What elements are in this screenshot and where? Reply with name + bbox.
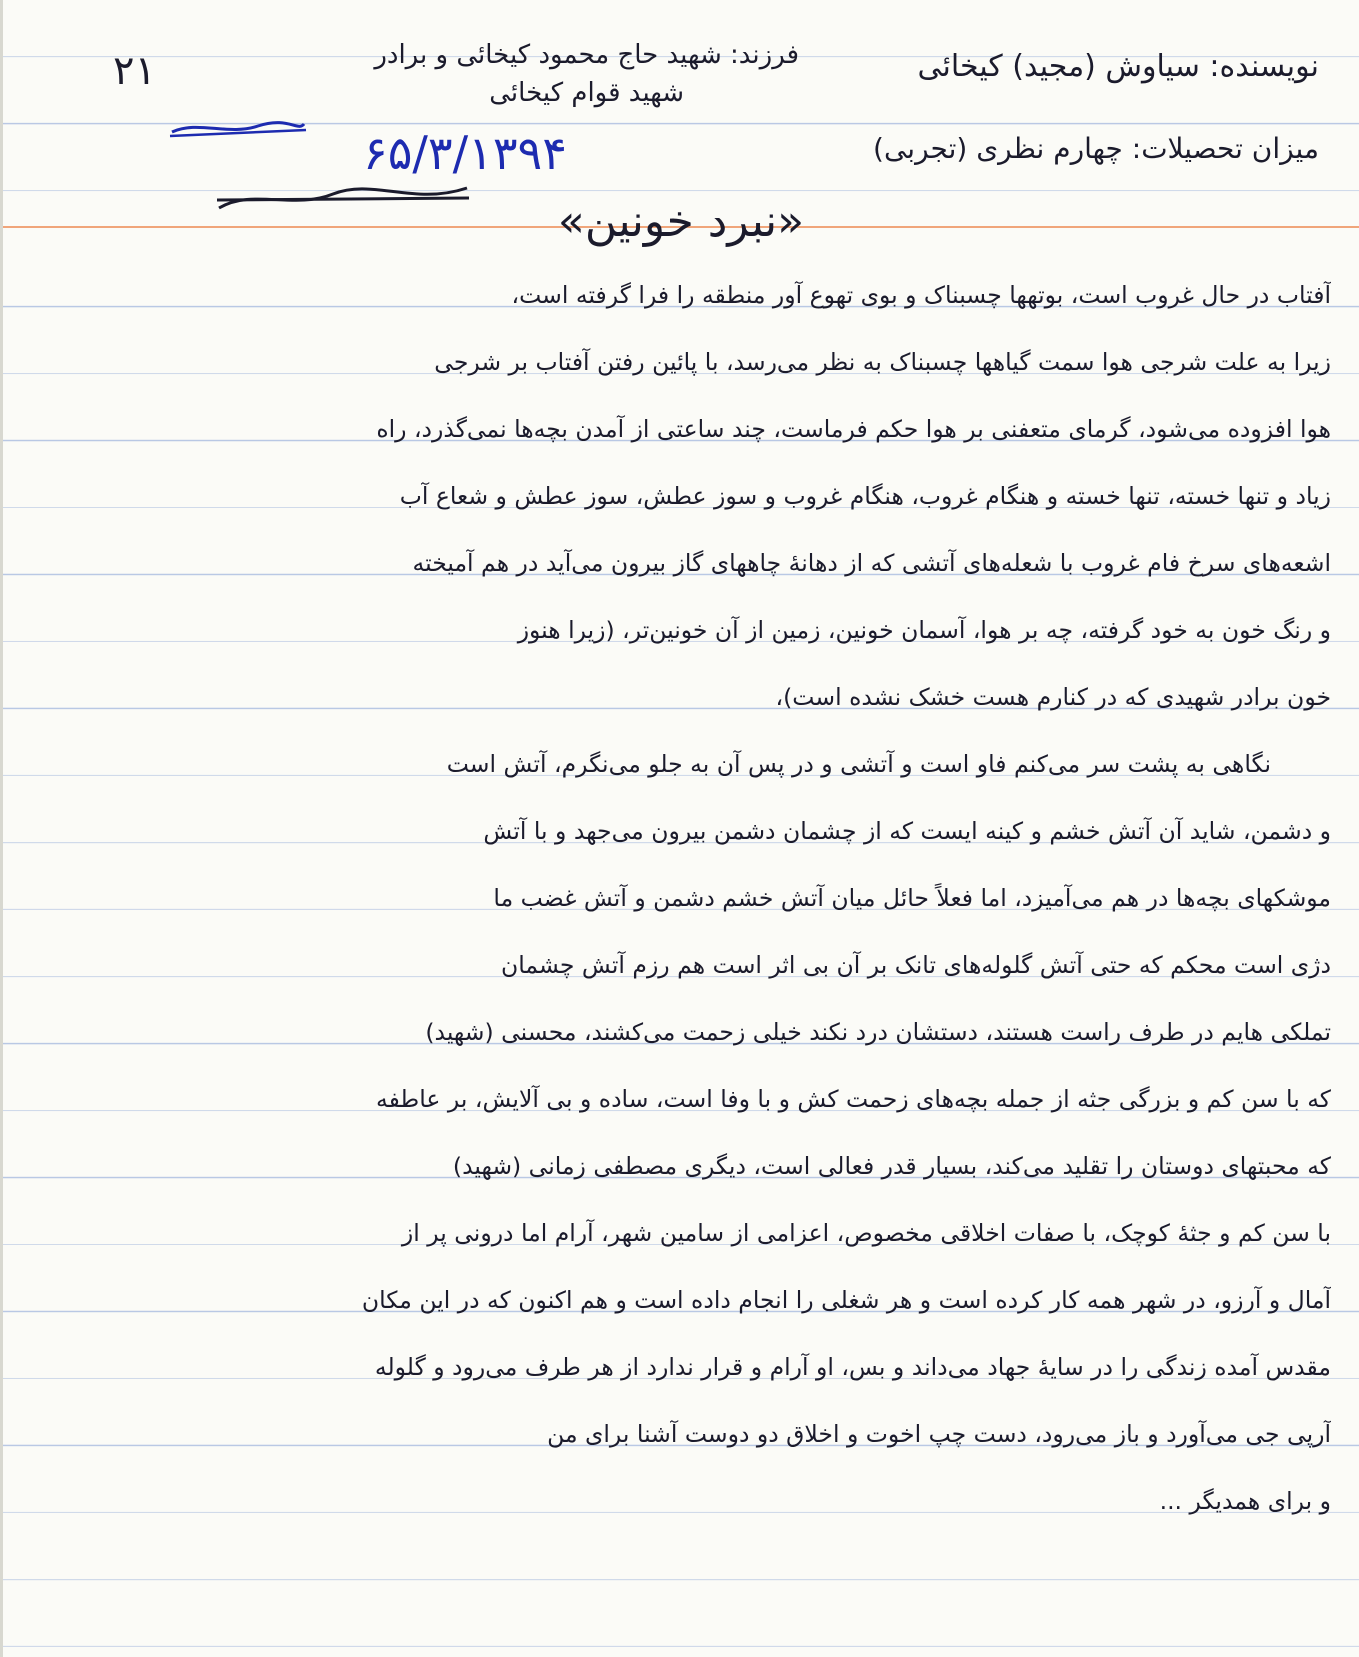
body-line: که محبتهای دوستان را تقلید می‌کند، بسیار قدر فعالی است، دیگری مصطفی زمانی (شهید) — [452, 1152, 1331, 1180]
letter-body — [25, 262, 1331, 1602]
author-block — [873, 38, 1319, 178]
body-line: آمال و آرزو، در شهر همه کار کرده است و هر شغلی را انجام داده است و هم اکنون که در این مکان — [361, 1286, 1331, 1314]
body-line: اشعه‌های سرخ فام غروب با شعله‌های آتشی که از دهانهٔ چاههای گاز بیرون می‌آید در هم آمیخته — [412, 549, 1331, 577]
author-line: نویسنده: سیاوش (مجید) کیخائی — [917, 49, 1319, 84]
body-line: آرپی جی می‌آورد و باز می‌رود، دست چپ اخوت و اخلاق دو دوست آشنا برای من — [547, 1420, 1331, 1448]
body-line: و دشمن، شاید آن آتش خشم و کینه ایست که از چشمان دشمن بیرون می‌جهد و با آتش — [483, 817, 1331, 845]
body-line: آفتاب در حال غروب است، بوتهها چسبناک و بوی تهوع آور منطقه را فرا گرفته است، — [511, 281, 1331, 309]
body-line: زیرا به علت شرجی هوا سمت گیاهها چسبناک به نظر می‌رسد، با پائین رفتن آفتاب بر شرجی — [434, 348, 1331, 376]
body-line: نگاهی به پشت سر می‌کنم فاو است و آتشی و در پس آن به جلو می‌نگرم، آتش است — [446, 750, 1271, 778]
relation-block — [374, 36, 799, 112]
body-line: دژی است محکم که حتی آتش گلوله‌های تانک بر آن بی اثر است هم رزم آتش چشمان — [500, 951, 1331, 979]
archive-date: ۶۵/۳/۱۳۹۴ — [363, 126, 567, 180]
body-line: و برای همدیگر ... — [1159, 1487, 1331, 1515]
letter-title: «نبرد خونین» — [557, 196, 805, 247]
body-line: و رنگ خون به خود گرفته، چه بر هوا، آسمان خونین، زمین از آن خونین‌تر، (زیرا هنوز — [517, 616, 1331, 644]
body-line: تملکی هایم در طرف راست هستند، دستشان درد نکند خیلی زحمت می‌کشند، محسنی (شهید) — [425, 1018, 1331, 1046]
body-line: زیاد و تنها خسته، تنها خسته و هنگام غروب، هنگام غروب و سوز عطش، سوز عطش و شعاع آب — [399, 482, 1331, 510]
body-line: هوا افزوده می‌شود، گرمای متعفنی بر هوا حکم فرماست، چند ساعتی از آمدن بچه‌ها نمی‌گذرد، راه — [376, 415, 1331, 443]
body-line: که با سن کم و بزرگی جثه از جمله بچه‌های زحمت کش و با وفا است، ساده و بی آلایش، بر عاطفه — [376, 1085, 1331, 1113]
body-line: مقدس آمده زندگی را در سایهٔ جهاد می‌داند و بس، او آرام و قرار ندارد از هر طرف می‌رود و گلوله — [374, 1353, 1331, 1381]
body-line: با سن کم و جثهٔ کوچک، با صفات اخلاقی مخصوص، اعزامی از سامین شهر، آرام اما درونی پر از — [401, 1219, 1331, 1247]
page-number: ۲۱ — [113, 48, 156, 94]
relation-line-1: فرزند: شهید حاج محمود کیخائی و برادر — [374, 40, 799, 70]
crossed-out-word-blue — [168, 114, 308, 144]
body-line: خون برادر شهیدی که در کنارم هست خشک نشده است)، — [775, 683, 1331, 711]
relation-line-2: شهید قوام کیخائی — [489, 78, 685, 108]
body-line: موشکهای بچه‌ها در هم می‌آمیزد، اما فعلاً حائل میان آتش خشم دشمن و آتش غضب ما — [493, 884, 1331, 912]
education-line: میزان تحصیلات: چهارم نظری (تجربی) — [873, 132, 1319, 165]
body-line — [25, 1535, 1331, 1602]
